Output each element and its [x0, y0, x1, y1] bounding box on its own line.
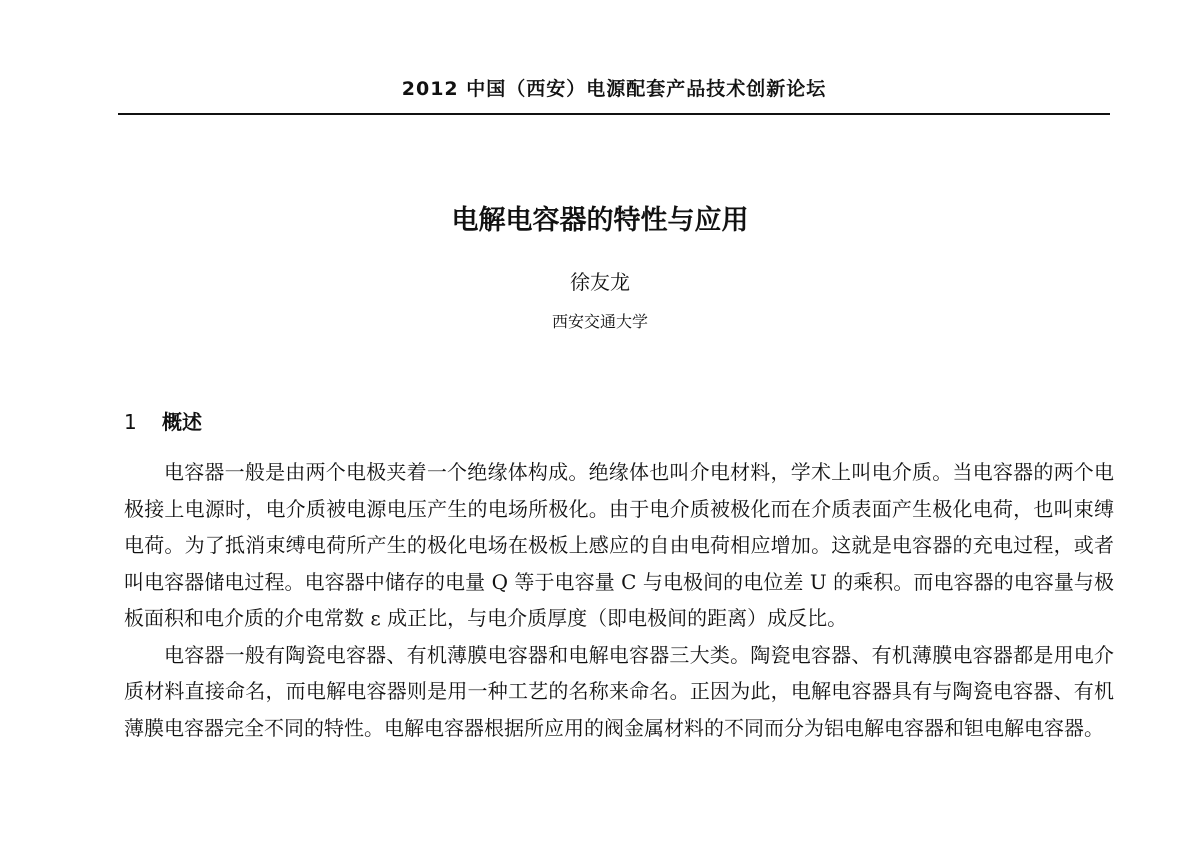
section-number: 1: [124, 410, 137, 434]
running-header: 2012 中国（西安）电源配套产品技术创新论坛: [401, 78, 827, 100]
body-text: [124, 454, 1114, 746]
paragraph: 电容器一般有陶瓷电容器、有机薄膜电容器和电解电容器三大类。陶瓷电容器、有机薄膜电容器都是用电介质材料直接命名，而电解电容器则是用一种工艺的名称来命名。正因为此，电解电容器具有与陶瓷电容器、有机薄膜电容器完全不同的特性。电解电容器根据所应用的阀金属材料的不同而分为铝电解电容器和钽电解电容器。: [124, 642, 1114, 740]
paragraph: 电容器一般是由两个电极夹着一个绝缘体构成。绝缘体也叫介电材料，学术上叫电介质。当电容器的两个电极接上电源时，电介质被电源电压产生的电场所极化。由于电介质被极化而在介质表面产生极化电荷，也叫束缚电荷。为了抵消束缚电荷所产生的极化电场在极板上感应的自由电荷相应增加。这就是电容器的充电过程，或者叫电容器储电过程。电容器中储存的电量 Q 等于电容量 C 与电极间的电位差 U 的乘积。而电容器的电容量与极板面积和电介质的介电常数 ε 成正比，与电介质厚度（即电极间的距离）成反比。: [124, 460, 1114, 630]
header-rule: [118, 113, 1110, 115]
section-heading: [124, 406, 202, 435]
paper-title: 电解电容器的特性与应用: [451, 205, 749, 236]
author-affiliation: 西安交通大学: [551, 312, 648, 331]
section-title: 概述: [162, 410, 202, 434]
author-name: 徐友龙: [570, 270, 630, 294]
